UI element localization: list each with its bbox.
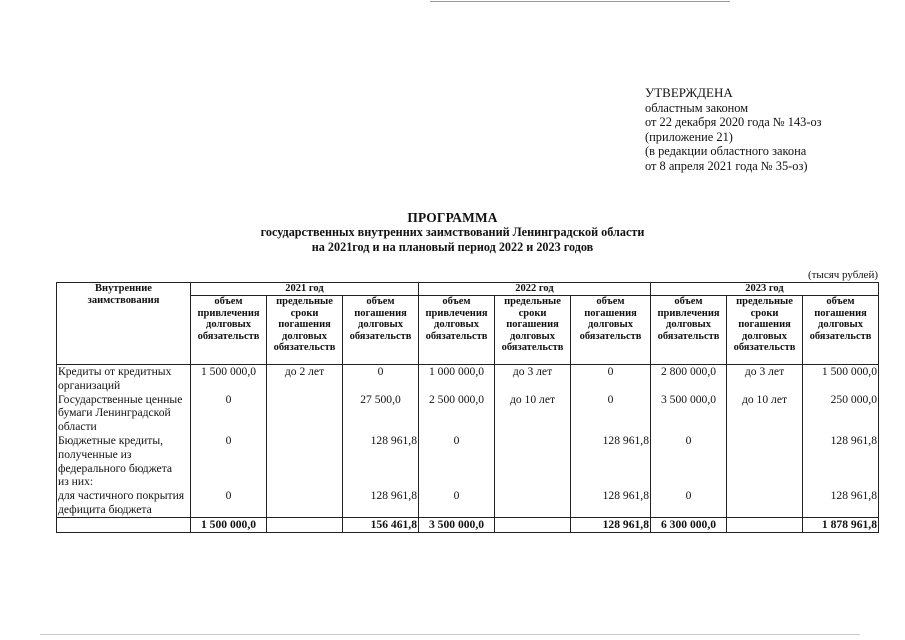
total-value: 3 500 000,0 — [419, 517, 495, 532]
total-value — [495, 517, 571, 532]
header-year-2023: 2023 год — [651, 283, 879, 296]
cell-value: 0 — [419, 489, 495, 517]
table-row — [57, 365, 879, 393]
header-borrowing-type: Внутренние заимствования — [57, 283, 191, 365]
total-value: 1 878 961,8 — [803, 517, 879, 532]
cell-value: 0 — [571, 393, 651, 434]
approval-line: от 22 декабря 2020 года № 143-оз — [645, 115, 822, 130]
total-value: 128 961,8 — [571, 517, 651, 532]
table-row — [57, 393, 879, 434]
title-period: на 2021год и на плановый период 2022 и 2023 годов — [311, 240, 594, 254]
cell-value: 128 961,8 — [803, 434, 879, 475]
header-repayment-terms: предельные сроки погашения долговых обязательств — [495, 296, 571, 365]
header-year-2022: 2022 год — [419, 283, 651, 296]
cell-value — [727, 475, 803, 489]
cell-value: 0 — [191, 434, 267, 475]
total-value: 156 461,8 — [343, 517, 419, 532]
units-note: (тысяч рублей) — [807, 269, 878, 281]
cell-value: 128 961,8 — [571, 434, 651, 475]
header-year-2021: 2021 год — [191, 283, 419, 296]
cell-value — [267, 434, 343, 475]
cell-value — [495, 434, 571, 475]
cell-value: 128 961,8 — [803, 489, 879, 517]
cell-value — [267, 393, 343, 434]
header-attraction-volume: объем привлечения долговых обязательств — [191, 296, 267, 365]
cell-value: 0 — [571, 365, 651, 393]
header-attraction-volume: объем привлечения долговых обязательств — [651, 296, 727, 365]
cell-value: 2 500 000,0 — [419, 393, 495, 434]
header-repayment-volume: объем погашения долговых обязательств — [343, 296, 419, 365]
cell-value — [571, 475, 651, 489]
cell-value — [267, 489, 343, 517]
cell-value: 250 000,0 — [803, 393, 879, 434]
cell-value: 0 — [651, 434, 727, 475]
cell-value — [343, 475, 419, 489]
table-row — [57, 434, 879, 475]
approval-line: от 8 апреля 2021 года № 35-оз) — [645, 158, 808, 173]
header-repayment-terms: предельные сроки погашения долговых обязательств — [727, 296, 803, 365]
approval-line: (в редакции областного закона — [645, 144, 807, 159]
table-row — [57, 489, 879, 517]
cell-value — [267, 475, 343, 489]
title-subject: государственных внутренних заимствований Ленинградской области — [260, 225, 645, 239]
cell-value: 128 961,8 — [343, 434, 419, 475]
header-repayment-volume: объем погашения долговых обязательств — [803, 296, 879, 365]
approval-line: областным законом — [645, 100, 749, 115]
total-value: 6 300 000,0 — [651, 517, 727, 532]
borrowing-program-table — [56, 282, 879, 533]
cell-value: 128 961,8 — [571, 489, 651, 517]
cell-value: 3 500 000,0 — [651, 393, 727, 434]
cell-value: 128 961,8 — [343, 489, 419, 517]
cell-value: до 3 лет — [727, 365, 803, 393]
cell-value: до 10 лет — [727, 393, 803, 434]
cell-value — [651, 475, 727, 489]
document-title — [0, 210, 905, 255]
cell-value — [727, 489, 803, 517]
cell-value — [191, 475, 267, 489]
header-repayment-volume: объем погашения долговых обязательств — [571, 296, 651, 365]
cell-value — [419, 475, 495, 489]
header-repayment-terms: предельные сроки погашения долговых обязательств — [267, 296, 343, 365]
cell-value: 1 500 000,0 — [803, 365, 879, 393]
cell-value: 0 — [651, 489, 727, 517]
total-value: 1 500 000,0 — [191, 517, 267, 532]
cell-value: 0 — [191, 393, 267, 434]
approval-heading: УТВЕРЖДЕНА — [645, 85, 733, 100]
cell-value: 0 — [191, 489, 267, 517]
cell-value: до 2 лет — [267, 365, 343, 393]
cell-value — [495, 489, 571, 517]
cell-value: 1 000 000,0 — [419, 365, 495, 393]
approval-line: (приложение 21) — [645, 129, 733, 144]
scan-artifact-top — [430, 1, 730, 2]
cell-value: 0 — [419, 434, 495, 475]
title-program: ПРОГРАММА — [407, 210, 498, 225]
total-row — [57, 517, 879, 532]
cell-value — [803, 475, 879, 489]
row-name: Кредиты от кредитных организаций — [57, 365, 191, 393]
cell-value: 2 800 000,0 — [651, 365, 727, 393]
total-value — [267, 517, 343, 532]
approval-block — [645, 86, 822, 174]
total-value — [727, 517, 803, 532]
cell-value: 27 500,0 — [343, 393, 419, 434]
row-name: Бюджетные кредиты, полученные из федерального бюджета — [57, 434, 191, 475]
row-name: из них: — [57, 475, 191, 489]
cell-value: до 10 лет — [495, 393, 571, 434]
cell-value — [495, 475, 571, 489]
total-label — [57, 517, 191, 532]
scan-artifact-bottom — [40, 634, 860, 635]
header-attraction-volume: объем привлечения долговых обязательств — [419, 296, 495, 365]
cell-value: 1 500 000,0 — [191, 365, 267, 393]
row-name: Государственные ценные бумаги Ленинградской области — [57, 393, 191, 434]
cell-value: 0 — [343, 365, 419, 393]
cell-value: до 3 лет — [495, 365, 571, 393]
cell-value — [727, 434, 803, 475]
table-row — [57, 475, 879, 489]
row-name: для частичного покрытия дефицита бюджета — [57, 489, 191, 517]
